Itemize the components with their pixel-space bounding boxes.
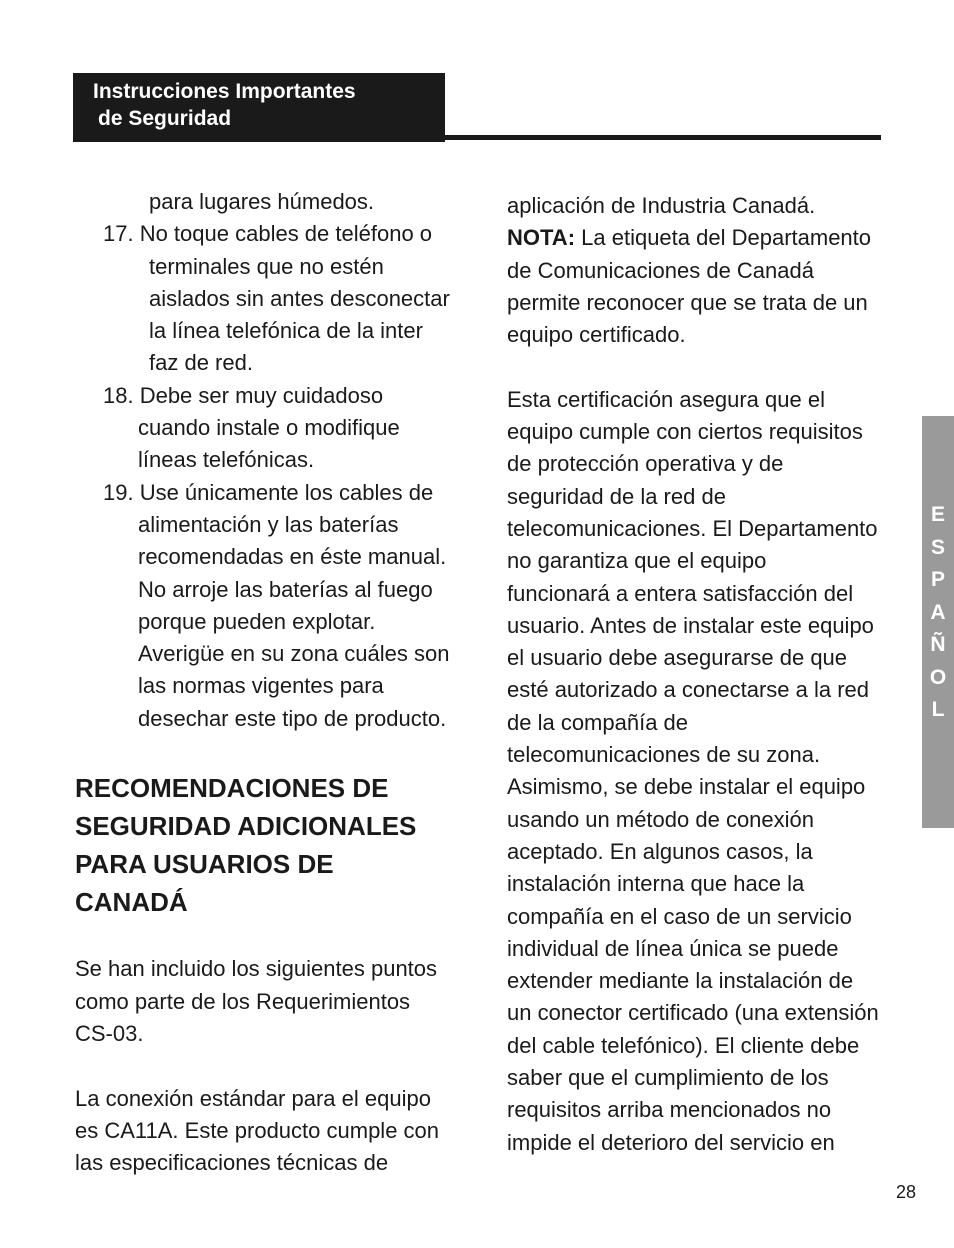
text-line: aplicación de Industria Canadá.: [507, 193, 816, 218]
text-line: La conexión estándar para el equipo: [75, 1085, 431, 1111]
nota-paragraph: [507, 255, 879, 352]
tab-letter: O: [929, 665, 947, 689]
text-line: de Comunicaciones de Canadá: [507, 257, 814, 283]
text-line: RECOMENDACIONES DE: [75, 773, 389, 804]
section-header-line-1: Instrucciones Importantes: [93, 80, 356, 103]
tab-letter: P: [930, 568, 945, 591]
text-line: faz de red.: [149, 350, 253, 376]
header-rule: [445, 135, 881, 140]
text-line: la línea telefónica de la inter: [149, 318, 423, 344]
text-line: CANADÁ: [75, 887, 188, 918]
text-line: No arroje las baterías al fuego: [138, 576, 433, 602]
tab-letter: S: [930, 535, 945, 559]
text-line: cuando instale o modifique: [138, 415, 400, 441]
text-line: como parte de los Requerimientos: [75, 988, 411, 1014]
text-line: de la compañía de: [507, 709, 689, 735]
text-line: usuario. Antes de instalar este equipo: [507, 612, 874, 638]
text-line: de protección operativa y de: [507, 451, 784, 477]
nota-text: La etiqueta del Departamento: [575, 225, 872, 251]
text-line: individual de línea única se puede: [507, 935, 839, 961]
text-line: las normas vigentes para: [138, 673, 384, 699]
text-line: Se han incluido los siguientes puntos: [75, 956, 438, 982]
tab-letter: A: [930, 600, 946, 624]
text-line: compañía en el caso de un servicio: [507, 903, 852, 929]
text-line: no garantiza que el equipo: [507, 548, 767, 574]
page-number: 28: [896, 1182, 917, 1202]
text-line: terminales que no estén: [149, 253, 384, 279]
text-line: SEGURIDAD ADICIONALES: [75, 811, 417, 842]
text-line: un conector certificado (una extensión: [507, 1000, 879, 1026]
text-line: 17. No toque cables de teléfono o: [103, 221, 433, 247]
nota-line: [507, 222, 879, 254]
text-line: CS-03.: [75, 1020, 144, 1046]
section-heading: [75, 769, 447, 921]
language-tab: [922, 416, 954, 828]
text-line: del cable telefónico). El cliente debe: [507, 1032, 860, 1058]
text-line: 18. Debe ser muy cuidadoso: [103, 382, 384, 408]
text-line: recomendadas en éste manual.: [138, 544, 447, 570]
tab-letter: Ñ: [930, 633, 946, 656]
section-header-line-2: de Seguridad: [98, 107, 232, 130]
text-line: permite reconocer que se trata de un: [507, 289, 868, 315]
right-column: [507, 190, 879, 1159]
tab-letter: E: [930, 503, 945, 526]
text-line: aceptado. En algunos casos, la: [507, 838, 813, 864]
text-line: requisitos arriba mencionados no: [507, 1097, 832, 1123]
text-line: líneas telefónicas.: [138, 447, 315, 473]
left-column: [75, 186, 450, 1179]
text-line: 19. Use únicamente los cables de: [103, 479, 434, 505]
text-line: usando un método de conexión: [507, 806, 815, 832]
text-line: PARA USUARIOS DE: [75, 849, 334, 880]
paragraph-connection: [75, 1083, 447, 1180]
text-line: equipo cumple con ciertos requisitos: [507, 419, 863, 445]
text-line: funcionará a entera satisfacción del: [507, 580, 854, 606]
text-line: porque pueden explotar.: [138, 608, 376, 634]
text-line: las especificaciones técnicas de: [75, 1150, 389, 1176]
tab-letter: L: [931, 698, 945, 721]
text-line: para lugares húmedos.: [149, 189, 375, 214]
text-line: impide el deterioro del servicio en: [507, 1129, 835, 1155]
text-line: aislados sin antes desconectar: [149, 285, 450, 311]
text-line: equipo certificado.: [507, 322, 686, 348]
text-line: Averigüe en su zona cuáles son: [138, 641, 450, 667]
text-line: el usuario debe asegurarse de que: [507, 645, 848, 671]
text-line: Esta certificación asegura que el: [507, 386, 825, 412]
text-line: telecomunicaciones de su zona.: [507, 742, 821, 768]
nota-label: NOTA:: [507, 225, 576, 251]
text-line: extender mediante la instalación de: [507, 968, 854, 994]
text-line: es CA11A. Este producto cumple con: [75, 1117, 440, 1143]
section-header: [73, 73, 445, 142]
text-line: saber que el cumplimiento de los: [507, 1065, 829, 1091]
text-line: Asimismo, se debe instalar el equipo: [507, 774, 866, 800]
text-line: esté autorizado a conectarse a la red: [507, 677, 870, 703]
text-line: seguridad de la red de: [507, 483, 726, 509]
safety-list: [75, 186, 450, 735]
text-line: telecomunicaciones. El Departamento: [507, 515, 878, 541]
text-line: desechar este tipo de producto.: [138, 705, 447, 731]
certification-paragraph: [507, 384, 879, 1159]
text-line: alimentación y las baterías: [138, 511, 399, 537]
paragraph-requirements: [75, 953, 447, 1050]
text-line: instalación interna que hace la: [507, 871, 805, 897]
